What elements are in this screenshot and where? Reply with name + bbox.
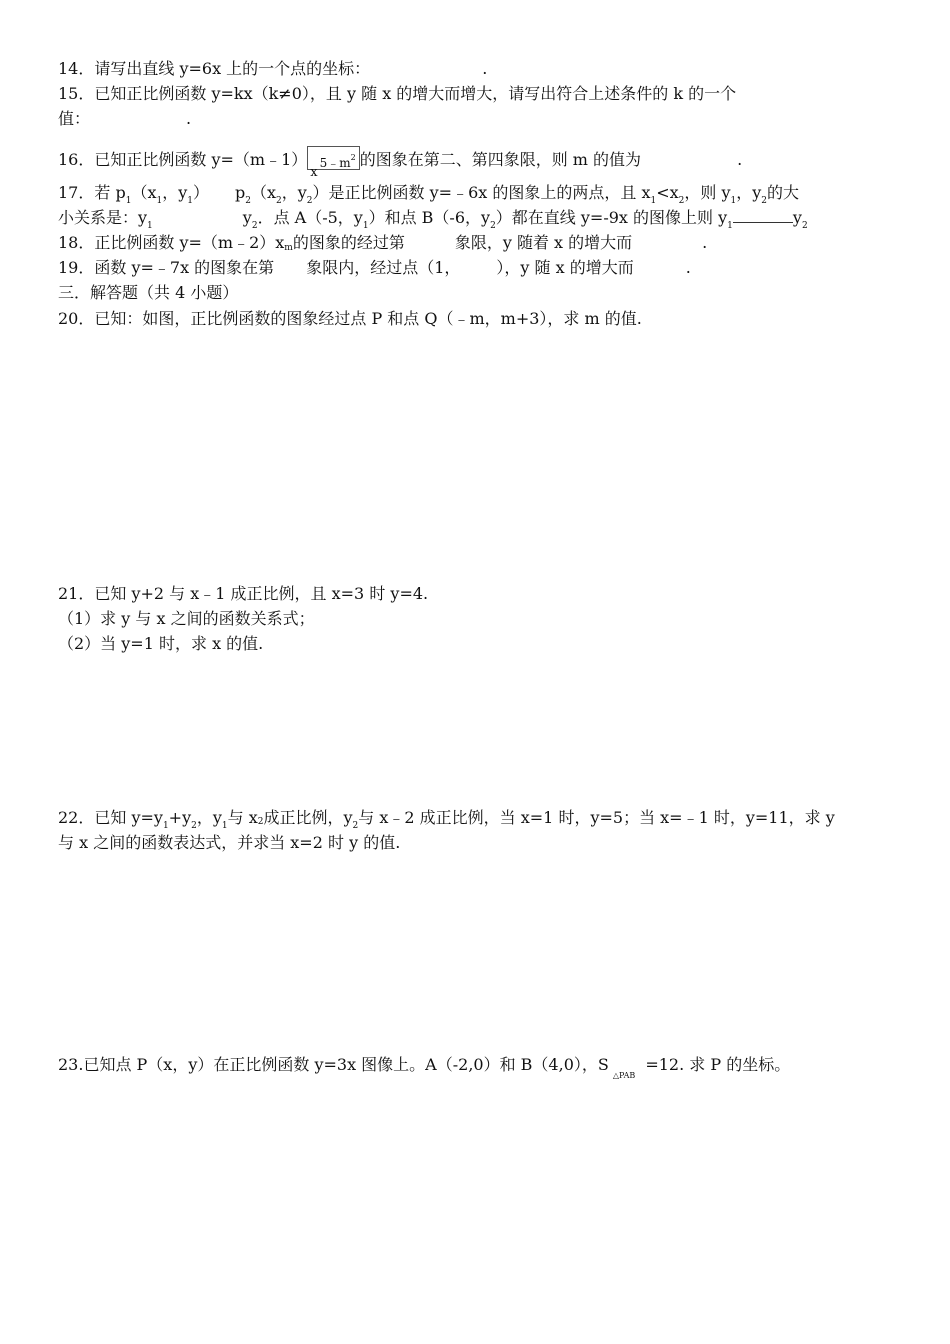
question-15-line-1: 15．已知正比例函数 y=kx（k≠0），且 y 随 x 的增大而增大，请写出符合上述条件的 k 的一个 [58,84,737,103]
question-14: 14．请写出直线 y=6x 上的一个点的坐标： . [58,59,488,78]
question-17-line-2: 小关系是：$y_1$ $y_2$．点 A（-5，$y_1$）和点 B（-6，$y_2$）都在直线 y=-9x 的图像上则 $y_1$ $y_2$ [58,208,808,231]
section-heading: 三．解答题（共 4 小题） [58,283,239,302]
answer-blank [733,208,793,223]
question-15-line-2: 值： . [58,109,192,128]
question-20: 20．已知：如图，正比例函数的图象经过点 P 和点 Q（﹣m，m+3），求 m 的值. [58,309,642,328]
question-18: 18．正比例函数 $y=(m﹣2)x_m$的图象的经过第 象限，y 随着 x 的增大而 . [58,233,708,253]
question-17-line-1: 17．若 $p_1(x_1$，$y_1$） $p_2(x_2$，$y_2$）是正比例函数 y=﹣6x 的图象上的两点，且 $x_1<x_2$，则 $y_1$，$y_2$的大 [58,183,800,206]
question-23: 23.已知点 P（x，y）在正比例函数 y=3x 图像上。A（-2,0）和 B（4,0），$S_{\triangle PAB}=12$. 求 P 的坐标。 [58,1055,791,1080]
question-16: 16．已知正比例函数 $y=(m﹣1)x^{5﹣m2}$ 的图象在第二、第四象限，则 m 的值为 . [58,146,742,171]
question-21-part-2: （2）当 y=1 时，求 x 的值. [58,634,264,653]
question-19: 19．函数 y=﹣7x 的图象在第 象限内，经过点（1， ），y 随 x 的增大而 . [58,258,691,277]
question-22-line-2: 与 x 之间的函数表达式，并求当 x=2 时 y 的值. [58,833,401,852]
exponent-expression-box: $x^{5﹣m2}$ [307,146,359,170]
question-21-part-1: （1）求 y 与 x 之间的函数关系式； [58,609,315,628]
question-21: 21．已知 y+2 与 x﹣1 成正比例，且 x=3 时 y=4. [58,584,429,603]
question-22-line-1: 22．已知 $y=y_1+y_2$，$y_1$与 x2成正比例，$y_2$与 x﹣2 成正比例，当 x=1 时，y=5；当 x=﹣1 时，y=11，求 y [58,808,835,831]
